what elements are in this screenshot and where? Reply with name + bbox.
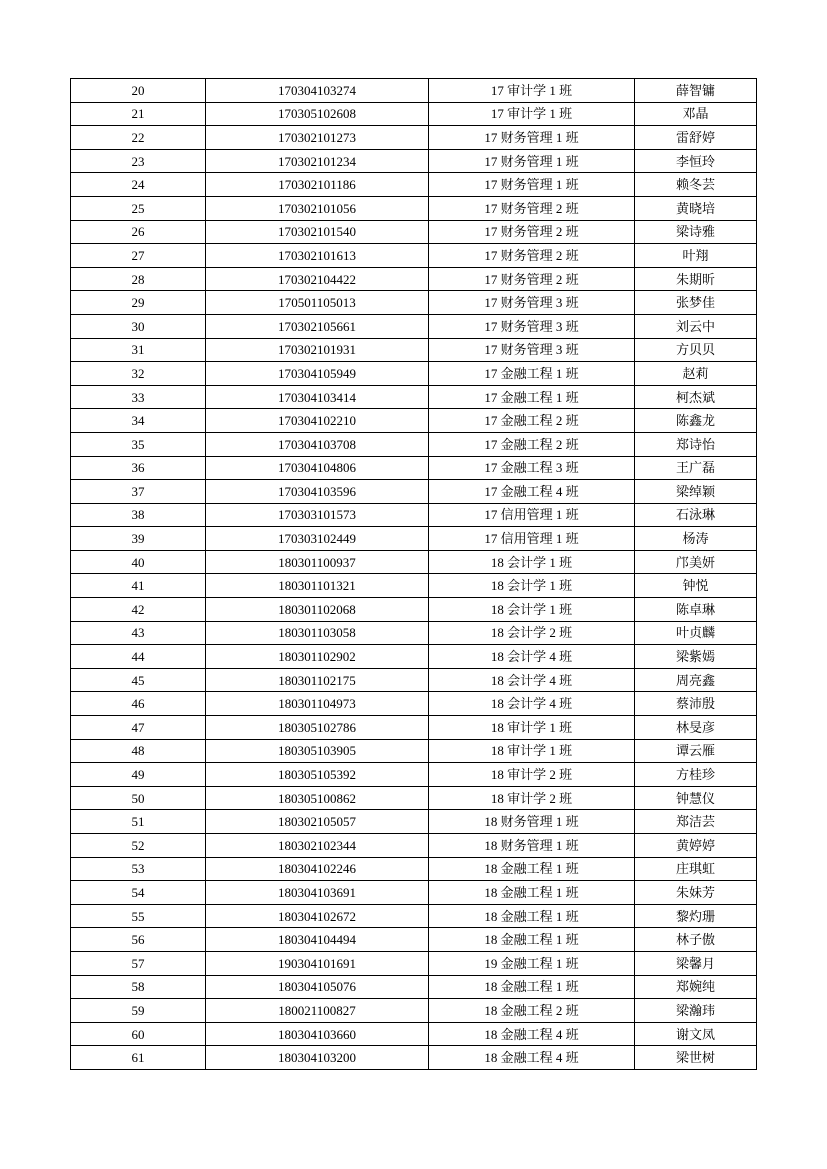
- table-row: [71, 149, 757, 173]
- table-row: [71, 220, 757, 244]
- student-name-cell: 朱期昕: [635, 267, 757, 291]
- class-name-cell: 17 财务管理 2 班: [429, 244, 635, 268]
- row-number-cell: 41: [71, 574, 206, 598]
- table-row: [71, 362, 757, 386]
- student-name-cell: 梁世树: [635, 1046, 757, 1070]
- row-number-cell: 42: [71, 598, 206, 622]
- row-number-cell: 57: [71, 951, 206, 975]
- row-number-cell: 49: [71, 763, 206, 787]
- class-name-cell: 19 金融工程 1 班: [429, 951, 635, 975]
- student-id-cell: 170302101056: [206, 196, 429, 220]
- class-name-cell: 18 会计学 1 班: [429, 598, 635, 622]
- row-number-cell: 25: [71, 196, 206, 220]
- class-name-cell: 17 金融工程 1 班: [429, 385, 635, 409]
- class-name-cell: 17 金融工程 3 班: [429, 456, 635, 480]
- class-name-cell: 17 财务管理 1 班: [429, 149, 635, 173]
- student-name-cell: 赵莉: [635, 362, 757, 386]
- row-number-cell: 52: [71, 834, 206, 858]
- student-id-cell: 180301103058: [206, 621, 429, 645]
- student-name-cell: 谢文凤: [635, 1022, 757, 1046]
- student-id-cell: 170302101931: [206, 338, 429, 362]
- row-number-cell: 61: [71, 1046, 206, 1070]
- student-id-cell: 180304103200: [206, 1046, 429, 1070]
- student-name-cell: 柯杰斌: [635, 385, 757, 409]
- student-id-cell: 170302101186: [206, 173, 429, 197]
- row-number-cell: 26: [71, 220, 206, 244]
- row-number-cell: 51: [71, 810, 206, 834]
- student-name-cell: 黄晓培: [635, 196, 757, 220]
- row-number-cell: 46: [71, 692, 206, 716]
- table-row: [71, 480, 757, 504]
- table-row: [71, 786, 757, 810]
- student-name-cell: 朱妹芳: [635, 881, 757, 905]
- table-row: [71, 550, 757, 574]
- table-row: [71, 1046, 757, 1070]
- student-id-cell: 180301102068: [206, 598, 429, 622]
- student-id-cell: 170304103596: [206, 480, 429, 504]
- student-name-cell: 叶贞麟: [635, 621, 757, 645]
- table-row: [71, 692, 757, 716]
- class-name-cell: 17 金融工程 2 班: [429, 432, 635, 456]
- student-id-cell: 180304103691: [206, 881, 429, 905]
- student-id-cell: 170302101613: [206, 244, 429, 268]
- row-number-cell: 32: [71, 362, 206, 386]
- table-row: [71, 668, 757, 692]
- row-number-cell: 33: [71, 385, 206, 409]
- table-row: [71, 975, 757, 999]
- table-row: [71, 1022, 757, 1046]
- table-row: [71, 881, 757, 905]
- row-number-cell: 37: [71, 480, 206, 504]
- student-name-cell: 蔡沛殷: [635, 692, 757, 716]
- row-number-cell: 44: [71, 645, 206, 669]
- class-name-cell: 17 财务管理 1 班: [429, 126, 635, 150]
- student-name-cell: 钟悦: [635, 574, 757, 598]
- student-name-cell: 叶翔: [635, 244, 757, 268]
- table-row: [71, 527, 757, 551]
- row-number-cell: 34: [71, 409, 206, 433]
- student-id-cell: 170304103274: [206, 79, 429, 103]
- student-id-cell: 190304101691: [206, 951, 429, 975]
- student-name-cell: 李恒玲: [635, 149, 757, 173]
- row-number-cell: 50: [71, 786, 206, 810]
- class-name-cell: 18 金融工程 1 班: [429, 857, 635, 881]
- table-row: [71, 598, 757, 622]
- student-id-cell: 180305102786: [206, 716, 429, 740]
- row-number-cell: 35: [71, 432, 206, 456]
- student-id-cell: 180304102672: [206, 904, 429, 928]
- student-id-cell: 170304105949: [206, 362, 429, 386]
- student-name-cell: 方贝贝: [635, 338, 757, 362]
- student-id-cell: 170305102608: [206, 102, 429, 126]
- student-name-cell: 谭云雁: [635, 739, 757, 763]
- class-name-cell: 17 财务管理 2 班: [429, 220, 635, 244]
- student-name-cell: 邝美妍: [635, 550, 757, 574]
- roster-table-body: [71, 79, 757, 1070]
- class-name-cell: 18 财务管理 1 班: [429, 834, 635, 858]
- class-name-cell: 18 审计学 2 班: [429, 763, 635, 787]
- class-name-cell: 17 财务管理 3 班: [429, 314, 635, 338]
- class-name-cell: 17 财务管理 3 班: [429, 338, 635, 362]
- student-name-cell: 郑婉纯: [635, 975, 757, 999]
- table-row: [71, 621, 757, 645]
- student-id-cell: 180301101321: [206, 574, 429, 598]
- student-id-cell: 170304103414: [206, 385, 429, 409]
- student-id-cell: 180301100937: [206, 550, 429, 574]
- student-name-cell: 石泳琳: [635, 503, 757, 527]
- table-row: [71, 173, 757, 197]
- class-name-cell: 17 财务管理 2 班: [429, 267, 635, 291]
- row-number-cell: 54: [71, 881, 206, 905]
- row-number-cell: 58: [71, 975, 206, 999]
- student-id-cell: 170302101273: [206, 126, 429, 150]
- student-id-cell: 180304104494: [206, 928, 429, 952]
- table-row: [71, 267, 757, 291]
- table-row: [71, 291, 757, 315]
- student-name-cell: 刘云中: [635, 314, 757, 338]
- class-name-cell: 17 金融工程 1 班: [429, 362, 635, 386]
- student-id-cell: 170303101573: [206, 503, 429, 527]
- student-name-cell: 陈卓琳: [635, 598, 757, 622]
- student-name-cell: 邓晶: [635, 102, 757, 126]
- student-name-cell: 方桂珍: [635, 763, 757, 787]
- table-row: [71, 102, 757, 126]
- table-row: [71, 951, 757, 975]
- table-row: [71, 244, 757, 268]
- class-name-cell: 18 会计学 4 班: [429, 645, 635, 669]
- row-number-cell: 43: [71, 621, 206, 645]
- row-number-cell: 36: [71, 456, 206, 480]
- table-row: [71, 574, 757, 598]
- student-id-cell: 170302104422: [206, 267, 429, 291]
- student-id-cell: 170303102449: [206, 527, 429, 551]
- class-name-cell: 18 会计学 1 班: [429, 550, 635, 574]
- student-name-cell: 林子傲: [635, 928, 757, 952]
- table-row: [71, 338, 757, 362]
- table-row: [71, 999, 757, 1023]
- row-number-cell: 21: [71, 102, 206, 126]
- row-number-cell: 53: [71, 857, 206, 881]
- student-id-cell: 180301102175: [206, 668, 429, 692]
- table-row: [71, 385, 757, 409]
- student-roster-table: [70, 78, 757, 1070]
- class-name-cell: 17 财务管理 1 班: [429, 173, 635, 197]
- row-number-cell: 24: [71, 173, 206, 197]
- student-id-cell: 170501105013: [206, 291, 429, 315]
- student-name-cell: 王广磊: [635, 456, 757, 480]
- row-number-cell: 38: [71, 503, 206, 527]
- class-name-cell: 18 金融工程 4 班: [429, 1046, 635, 1070]
- student-id-cell: 180021100827: [206, 999, 429, 1023]
- student-name-cell: 赖冬芸: [635, 173, 757, 197]
- class-name-cell: 17 金融工程 2 班: [429, 409, 635, 433]
- table-row: [71, 716, 757, 740]
- table-row: [71, 645, 757, 669]
- student-id-cell: 180305103905: [206, 739, 429, 763]
- student-name-cell: 梁瀚玮: [635, 999, 757, 1023]
- class-name-cell: 18 金融工程 1 班: [429, 928, 635, 952]
- student-id-cell: 180302102344: [206, 834, 429, 858]
- row-number-cell: 39: [71, 527, 206, 551]
- row-number-cell: 40: [71, 550, 206, 574]
- class-name-cell: 18 会计学 4 班: [429, 692, 635, 716]
- student-id-cell: 170304103708: [206, 432, 429, 456]
- student-name-cell: 黄婷婷: [635, 834, 757, 858]
- student-id-cell: 180304103660: [206, 1022, 429, 1046]
- row-number-cell: 47: [71, 716, 206, 740]
- row-number-cell: 22: [71, 126, 206, 150]
- student-name-cell: 梁馨月: [635, 951, 757, 975]
- table-row: [71, 904, 757, 928]
- student-name-cell: 陈鑫龙: [635, 409, 757, 433]
- class-name-cell: 17 财务管理 3 班: [429, 291, 635, 315]
- class-name-cell: 18 金融工程 4 班: [429, 1022, 635, 1046]
- table-row: [71, 739, 757, 763]
- student-id-cell: 170304102210: [206, 409, 429, 433]
- student-id-cell: 170304104806: [206, 456, 429, 480]
- row-number-cell: 20: [71, 79, 206, 103]
- row-number-cell: 55: [71, 904, 206, 928]
- class-name-cell: 18 金融工程 1 班: [429, 975, 635, 999]
- student-name-cell: 庄琪虹: [635, 857, 757, 881]
- table-row: [71, 79, 757, 103]
- student-name-cell: 雷舒婷: [635, 126, 757, 150]
- class-name-cell: 18 金融工程 1 班: [429, 904, 635, 928]
- student-id-cell: 170302101540: [206, 220, 429, 244]
- student-id-cell: 180304105076: [206, 975, 429, 999]
- student-name-cell: 杨涛: [635, 527, 757, 551]
- student-id-cell: 180304102246: [206, 857, 429, 881]
- student-id-cell: 180301104973: [206, 692, 429, 716]
- student-id-cell: 180305100862: [206, 786, 429, 810]
- class-name-cell: 18 审计学 1 班: [429, 739, 635, 763]
- student-name-cell: 郑洁芸: [635, 810, 757, 834]
- class-name-cell: 18 金融工程 1 班: [429, 881, 635, 905]
- student-name-cell: 郑诗怡: [635, 432, 757, 456]
- row-number-cell: 48: [71, 739, 206, 763]
- row-number-cell: 28: [71, 267, 206, 291]
- row-number-cell: 60: [71, 1022, 206, 1046]
- table-row: [71, 763, 757, 787]
- class-name-cell: 18 金融工程 2 班: [429, 999, 635, 1023]
- student-id-cell: 180301102902: [206, 645, 429, 669]
- table-row: [71, 432, 757, 456]
- table-row: [71, 196, 757, 220]
- student-name-cell: 钟慧仪: [635, 786, 757, 810]
- class-name-cell: 18 会计学 2 班: [429, 621, 635, 645]
- table-row: [71, 810, 757, 834]
- student-name-cell: 张梦佳: [635, 291, 757, 315]
- class-name-cell: 17 信用管理 1 班: [429, 527, 635, 551]
- table-row: [71, 456, 757, 480]
- table-row: [71, 126, 757, 150]
- row-number-cell: 31: [71, 338, 206, 362]
- table-row: [71, 314, 757, 338]
- row-number-cell: 27: [71, 244, 206, 268]
- student-name-cell: 梁绰颖: [635, 480, 757, 504]
- class-name-cell: 18 审计学 1 班: [429, 716, 635, 740]
- student-name-cell: 梁紫嫣: [635, 645, 757, 669]
- student-name-cell: 薛智镛: [635, 79, 757, 103]
- row-number-cell: 29: [71, 291, 206, 315]
- table-row: [71, 928, 757, 952]
- student-name-cell: 黎灼珊: [635, 904, 757, 928]
- class-name-cell: 17 审计学 1 班: [429, 102, 635, 126]
- row-number-cell: 30: [71, 314, 206, 338]
- table-row: [71, 857, 757, 881]
- student-id-cell: 170302101234: [206, 149, 429, 173]
- class-name-cell: 18 财务管理 1 班: [429, 810, 635, 834]
- table-row: [71, 834, 757, 858]
- class-name-cell: 18 会计学 4 班: [429, 668, 635, 692]
- student-name-cell: 周亮鑫: [635, 668, 757, 692]
- table-row: [71, 503, 757, 527]
- class-name-cell: 17 金融工程 4 班: [429, 480, 635, 504]
- student-id-cell: 170302105661: [206, 314, 429, 338]
- class-name-cell: 17 审计学 1 班: [429, 79, 635, 103]
- row-number-cell: 59: [71, 999, 206, 1023]
- class-name-cell: 17 信用管理 1 班: [429, 503, 635, 527]
- student-name-cell: 梁诗雅: [635, 220, 757, 244]
- student-name-cell: 林旻彦: [635, 716, 757, 740]
- class-name-cell: 18 会计学 1 班: [429, 574, 635, 598]
- class-name-cell: 17 财务管理 2 班: [429, 196, 635, 220]
- student-id-cell: 180302105057: [206, 810, 429, 834]
- row-number-cell: 45: [71, 668, 206, 692]
- class-name-cell: 18 审计学 2 班: [429, 786, 635, 810]
- table-row: [71, 409, 757, 433]
- row-number-cell: 56: [71, 928, 206, 952]
- row-number-cell: 23: [71, 149, 206, 173]
- student-id-cell: 180305105392: [206, 763, 429, 787]
